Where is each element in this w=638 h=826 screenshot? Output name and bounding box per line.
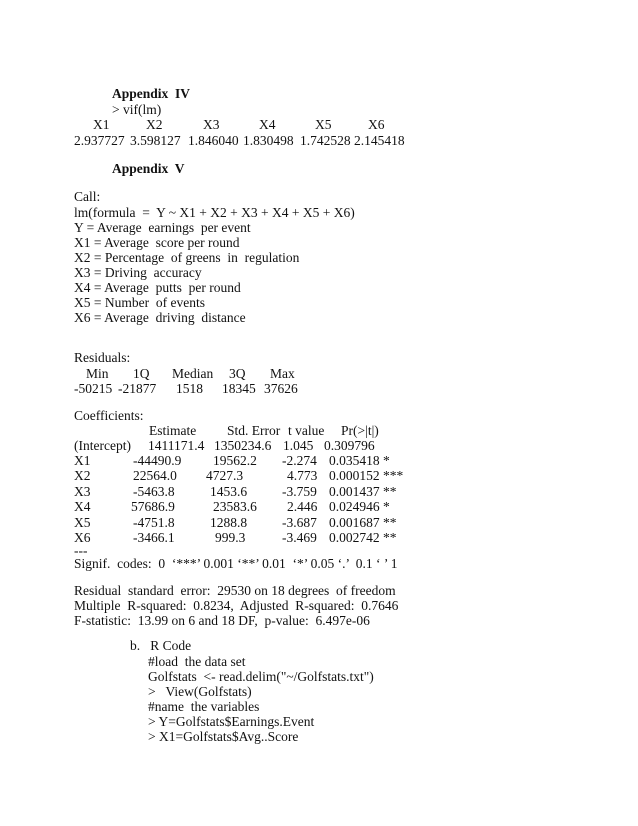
coef-p-value: 0.024946 * (329, 499, 390, 514)
coef-std-error: 1350234.6 (214, 438, 272, 453)
coef-estimate: -5463.8 (133, 484, 175, 499)
coef-name: X4 (74, 499, 91, 514)
coef-header: Pr(>|t|) (341, 423, 379, 438)
coef-p-value: 0.001687 ** (329, 515, 397, 530)
residual-header: 3Q (229, 366, 246, 381)
vif-header: X3 (203, 117, 220, 132)
coef-estimate: -4751.8 (133, 515, 175, 530)
code-line: > View(Golfstats) (148, 684, 252, 699)
coef-p-value: 0.001437 ** (329, 484, 397, 499)
coef-p-value: 0.000152 *** (329, 468, 404, 483)
separator-line: --- (74, 543, 88, 558)
coef-p-value: 0.002742 ** (329, 530, 397, 545)
coef-t-value: 1.045 (283, 438, 314, 453)
coefficients-label: Coefficients: (74, 408, 144, 423)
vif-value: 2.145418 (354, 133, 405, 148)
summary-line: Residual standard error: 29530 on 18 degrees of freedom (74, 583, 396, 598)
vif-header: X2 (146, 117, 163, 132)
definition-line: X3 = Driving accuracy (74, 265, 202, 280)
vif-header: X6 (368, 117, 385, 132)
definition-line: X5 = Number of events (74, 295, 205, 310)
coef-std-error: 4727.3 (206, 468, 244, 483)
residual-value: 18345 (222, 381, 256, 396)
coef-name: (Intercept) (74, 438, 131, 453)
coef-p-value: 0.309796 (324, 438, 375, 453)
rcode-heading: b. R Code (130, 638, 192, 653)
vif-header: X1 (93, 117, 110, 132)
coef-std-error: 999.3 (215, 530, 246, 545)
coef-header: Estimate (149, 423, 197, 438)
residual-header: Max (270, 366, 295, 381)
coef-estimate: 1411171.4 (148, 438, 205, 453)
coef-std-error: 19562.2 (213, 453, 257, 468)
coef-t-value: 2.446 (287, 499, 318, 514)
coef-std-error: 1288.8 (210, 515, 248, 530)
coef-estimate: 57686.9 (131, 499, 175, 514)
coef-p-value: 0.035418 * (329, 453, 390, 468)
residual-header: Median (172, 366, 214, 381)
coef-t-value: -3.687 (282, 515, 317, 530)
vif-header: X4 (259, 117, 276, 132)
vif-value: 1.846040 (188, 133, 239, 148)
residual-value: 1518 (176, 381, 203, 396)
code-line: #load the data set (148, 654, 246, 669)
model-formula: lm(formula = Y ~ X1 + X2 + X3 + X4 + X5 + X6) (74, 205, 355, 220)
definition-line: Y = Average earnings per event (74, 220, 251, 235)
coef-estimate: -3466.1 (133, 530, 175, 545)
residual-header: Min (86, 366, 109, 381)
definition-line: X1 = Average score per round (74, 235, 240, 250)
code-line: Golfstats <- read.delim("~/Golfstats.txt") (148, 669, 374, 684)
appendix-iv-title: Appendix IV (112, 86, 191, 101)
definition-line: X6 = Average driving distance (74, 310, 246, 325)
definition-line: X2 = Percentage of greens in regulation (74, 250, 300, 265)
residual-value: -21877 (118, 381, 157, 396)
vif-value: 1.830498 (243, 133, 294, 148)
summary-line: Multiple R-squared: 0.8234, Adjusted R-squared: 0.7646 (74, 598, 399, 613)
call-label: Call: (74, 189, 101, 204)
coef-name: X3 (74, 484, 91, 499)
coef-header: Std. Error (227, 423, 281, 438)
code-line: > X1=Golfstats$Avg..Score (148, 729, 299, 744)
coef-name: X6 (74, 530, 91, 545)
coef-estimate: 22564.0 (133, 468, 177, 483)
definition-line: X4 = Average putts per round (74, 280, 241, 295)
coef-header: t value (288, 423, 325, 438)
vif-value: 3.598127 (130, 133, 181, 148)
vif-command: > vif(lm) (112, 102, 162, 117)
coef-name: X5 (74, 515, 91, 530)
coef-name: X1 (74, 453, 91, 468)
vif-value: 2.937727 (74, 133, 125, 148)
residual-value: -50215 (74, 381, 113, 396)
coef-t-value: -3.469 (282, 530, 317, 545)
coef-estimate: -44490.9 (133, 453, 182, 468)
coef-t-value: -3.759 (282, 484, 317, 499)
code-line: > Y=Golfstats$Earnings.Event (148, 714, 315, 729)
summary-line: F-statistic: 13.99 on 6 and 18 DF, p-value: 6.497e-06 (74, 613, 370, 628)
vif-header: X5 (315, 117, 332, 132)
residual-header: 1Q (133, 366, 150, 381)
code-line: #name the variables (148, 699, 260, 714)
coef-std-error: 23583.6 (213, 499, 257, 514)
coef-name: X2 (74, 468, 91, 483)
residual-value: 37626 (264, 381, 298, 396)
residuals-label: Residuals: (74, 350, 131, 365)
appendix-v-title: Appendix V (112, 161, 185, 176)
vif-value: 1.742528 (300, 133, 351, 148)
coef-t-value: -2.274 (282, 453, 317, 468)
signif-codes: Signif. codes: 0 ‘***’ 0.001 ‘**’ 0.01 ‘*’ 0.05 ‘.’ 0.1 ‘ ’ 1 (74, 556, 398, 571)
coef-std-error: 1453.6 (210, 484, 248, 499)
coef-t-value: 4.773 (287, 468, 318, 483)
